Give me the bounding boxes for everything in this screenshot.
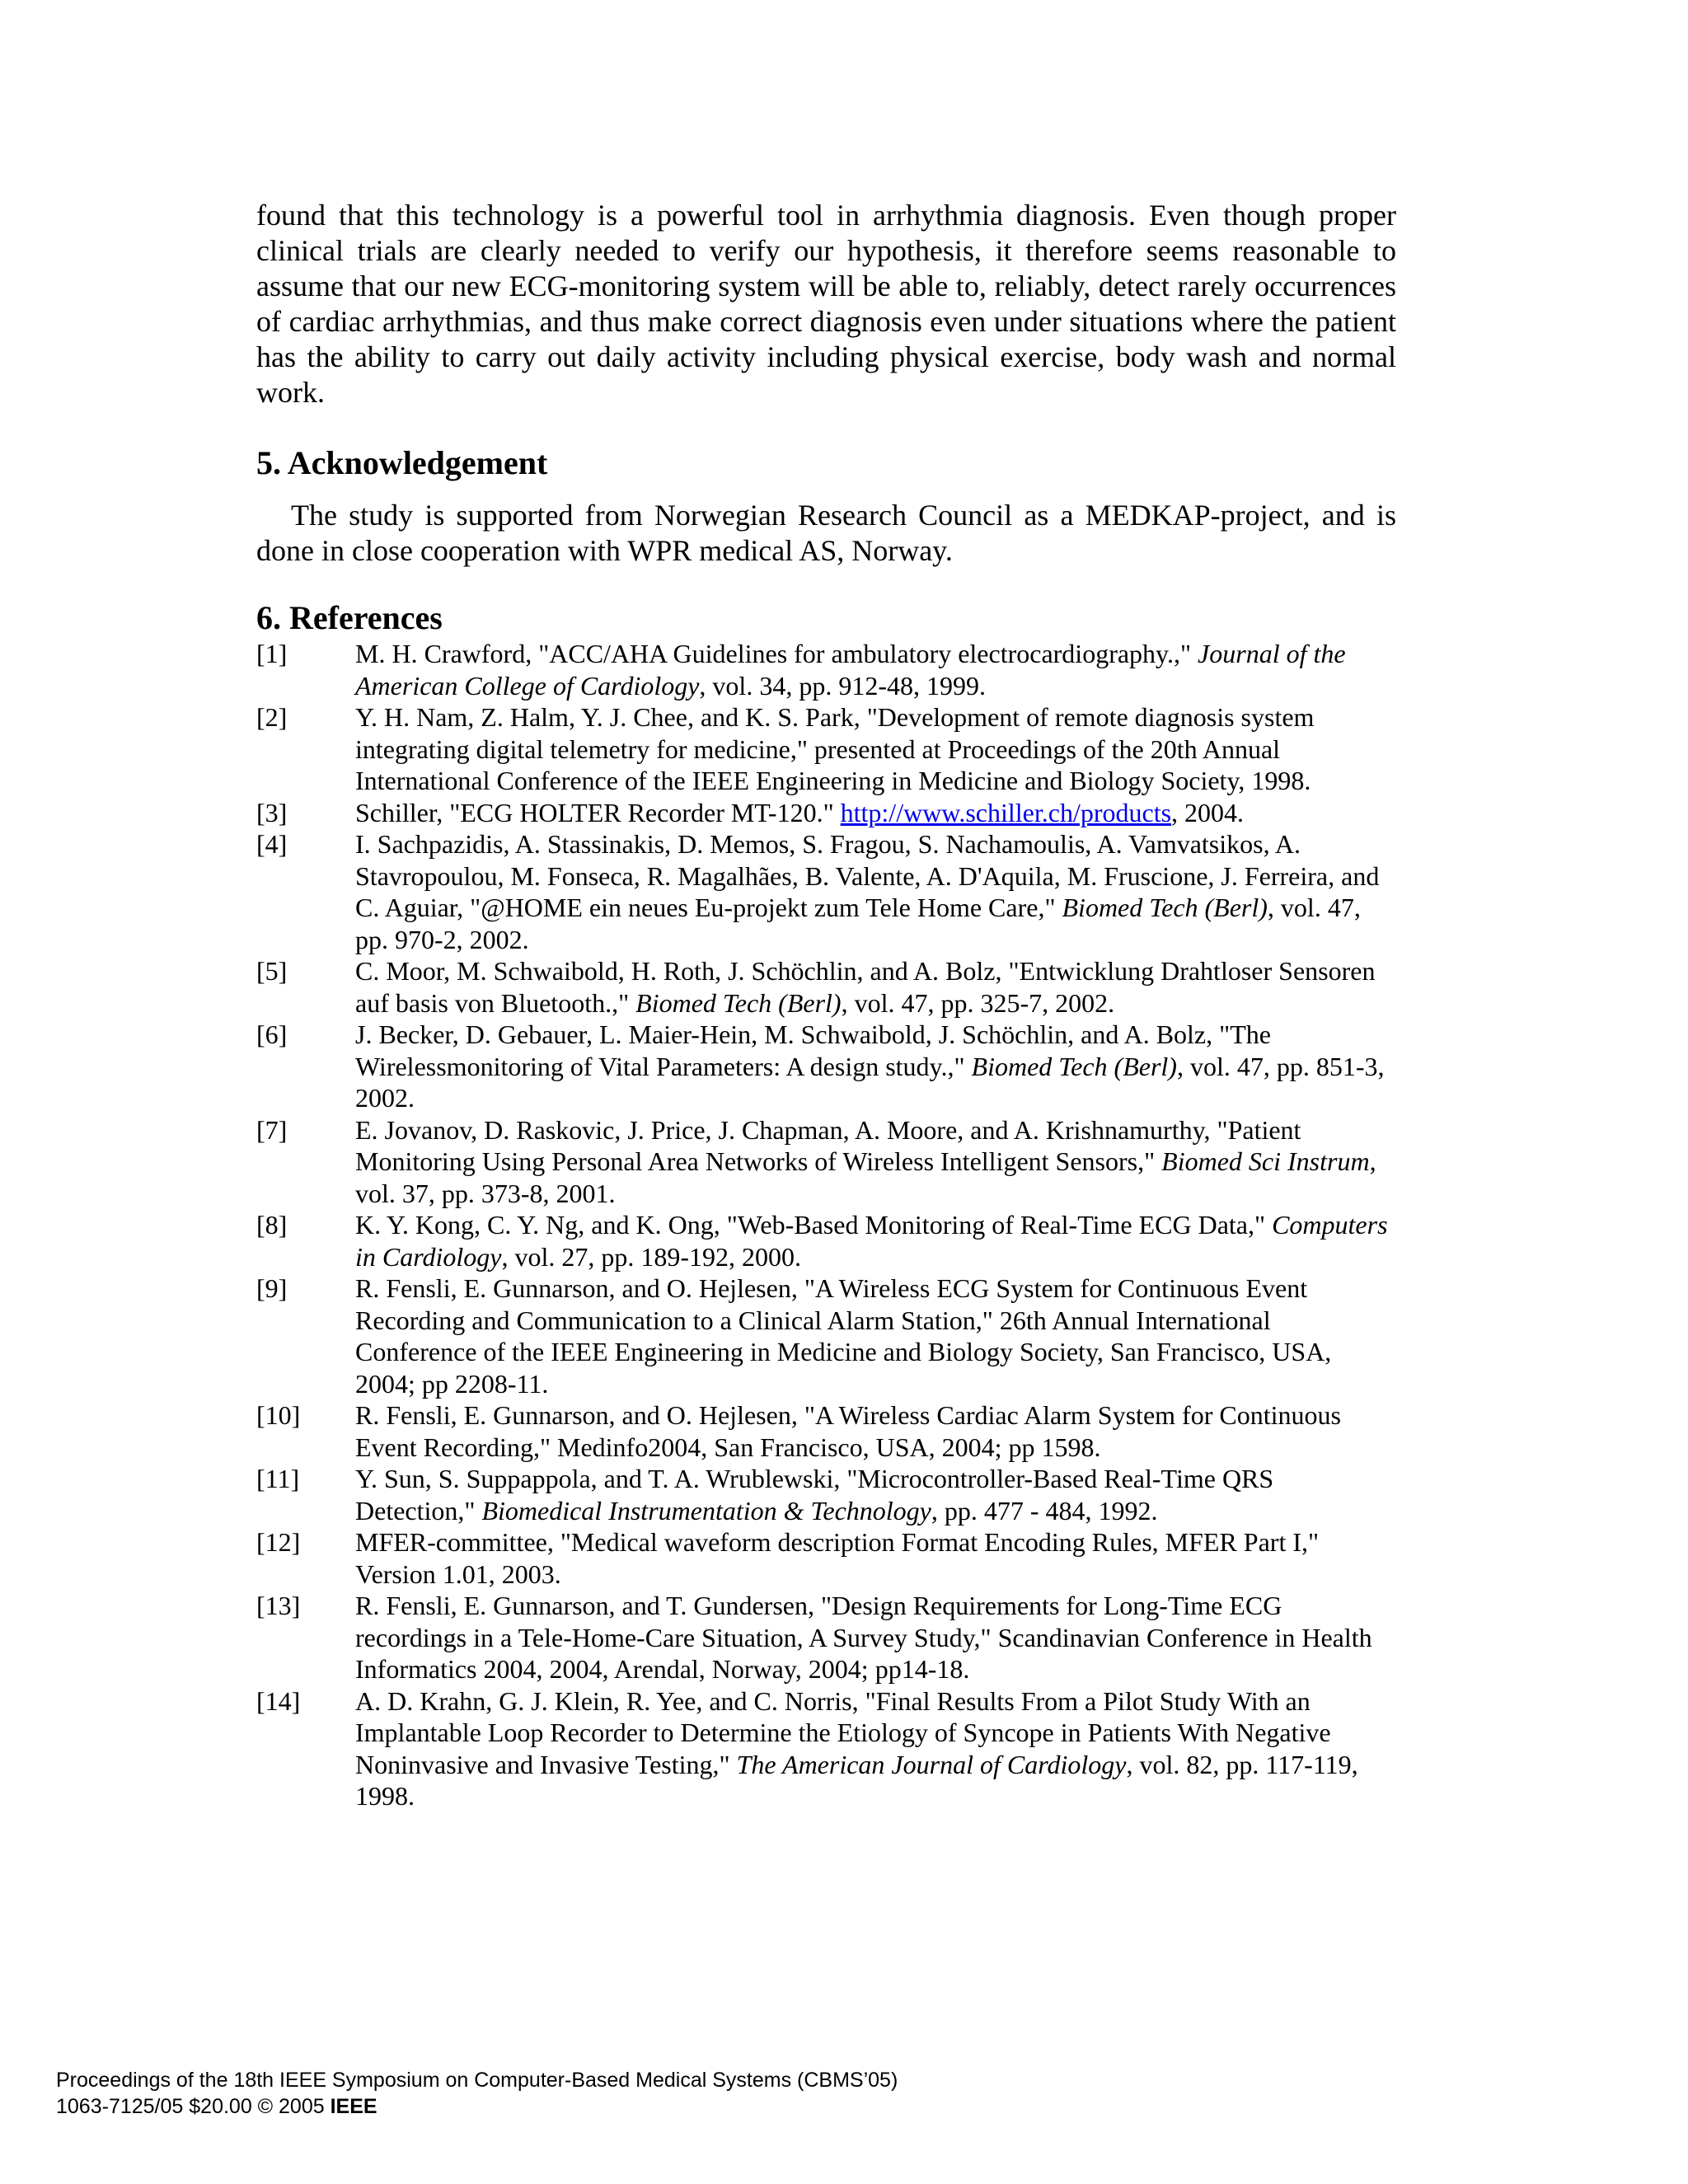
reference-number: [12]: [256, 1527, 301, 1557]
reference-text-main: M. H. Crawford, "ACC/AHA Guidelines for ambulatory electrocardiography.,": [355, 639, 1198, 668]
reference-text-main: R. Fensli, E. Gunnarson, and O. Hejlesen, "A Wireless ECG System for Continuous Event Recording and Communication to a Clinical Alarm Station," 26th Annual International Conference of the IEEE Engineering in Medicine and Biology Society, San Francisco, USA, 2004; pp 2208-11.: [355, 1273, 1332, 1399]
reference-text: [355, 1399, 1396, 1463]
footer-copyright: [56, 2093, 898, 2120]
reference-number: [4]: [256, 829, 288, 859]
reference-text-tail: , vol. 47, pp. 851-3, 2002.: [355, 1051, 1385, 1113]
reference-number: [7]: [256, 1114, 288, 1145]
reference-number: [13]: [256, 1591, 301, 1620]
reference-text: [355, 701, 1396, 797]
reference-item: [256, 1114, 1396, 1210]
reference-text-main: I. Sachpazidis, A. Stassinakis, D. Memos, S. Fragou, S. Nachamoulis, A. Vamvatsikos, A. Stavropoulou, M. Fonseca, R. Magalhães, B. Valente, A. D'Aquila, M. Fruscione, J. Ferreira, and C. Aguiar, "@HOME ein neues Eu-projekt zum Tele Home Care,": [355, 829, 1380, 922]
reference-text-main: K. Y. Kong, C. Y. Ng, and K. Ong, "Web-Based Monitoring of Real-Time ECG Data,": [355, 1210, 1273, 1240]
reference-text: [355, 1114, 1396, 1210]
reference-text-tail: , vol. 82, pp. 117-119, 1998.: [355, 1749, 1358, 1811]
reference-item: [256, 828, 1396, 955]
reference-item: [256, 1685, 1396, 1812]
reference-journal-title: Biomed Tech (Berl): [1062, 893, 1268, 922]
reference-journal-title: Computers in Cardiology: [355, 1210, 1388, 1272]
reference-text-tail: , vol. 47, pp. 325-7, 2002.: [841, 987, 1115, 1018]
reference-journal-title: Journal of the American College of Cardiology: [355, 639, 1346, 701]
reference-number: [10]: [256, 1400, 301, 1430]
reference-text: [355, 1272, 1396, 1399]
footer-ieee-label: IEEE: [330, 2095, 377, 2118]
reference-item: [256, 1209, 1396, 1272]
reference-text: [355, 1590, 1396, 1685]
reference-text-main: J. Becker, D. Gebauer, L. Maier-Hein, M. Schwaibold, J. Schöchlin, and A. Bolz, "The Wirelessmonitoring of Vital Parameters: A design study.,": [355, 1019, 1271, 1081]
reference-text-main: R. Fensli, E. Gunnarson, and T. Gundersen, "Design Requirements for Long-Time ECG recordings in a Tele-Home-Care Situation, A Survey Study," Scandinavian Conference in Health Informatics 2004, 2004, Arendal, Norway, 2004; pp14-18.: [355, 1591, 1372, 1684]
reference-number: [3]: [256, 797, 288, 827]
reference-journal-title: Biomed Sci Instrum: [1161, 1146, 1370, 1176]
reference-text: [355, 955, 1396, 1019]
reference-number: [9]: [256, 1273, 288, 1303]
reference-text: [355, 1019, 1396, 1114]
reference-text-main: R. Fensli, E. Gunnarson, and O. Hejlesen, "A Wireless Cardiac Alarm System for Continuous Event Recording," Medinfo2004, San Francisco, USA, 2004; pp 1598.: [355, 1400, 1341, 1462]
reference-item: [256, 955, 1396, 1019]
references-heading: 6. References: [256, 599, 443, 636]
reference-text-tail: , vol. 47, pp. 970-2, 2002.: [355, 893, 1361, 954]
reference-text: [355, 828, 1396, 955]
footer-issn-price: 1063-7125/05 $20.00 © 2005: [56, 2095, 331, 2118]
reference-text-main: Schiller, "ECG HOLTER Recorder MT-120.": [355, 797, 841, 827]
reference-number: [11]: [256, 1464, 300, 1493]
reference-item: [256, 638, 1396, 701]
reference-link[interactable]: http://www.schiller.ch/products: [840, 797, 1172, 827]
reference-item: [256, 1272, 1396, 1399]
reference-text: [355, 1526, 1396, 1590]
reference-text-main: E. Jovanov, D. Raskovic, J. Price, J. Chapman, A. Moore, and A. Krishnamurthy, "Patient Monitoring Using Personal Area Networks of Wireless Intelligent Sensors,": [355, 1114, 1301, 1176]
reference-item: [256, 1590, 1396, 1685]
reference-item: [256, 1526, 1396, 1590]
reference-text: [355, 638, 1396, 701]
intro-paragraph: found that this technology is a powerful tool in arrhythmia diagnosis. Even though proper clinical trials are clearly needed to verify our hypothesis, it therefore seems reasonable to assume that our new ECG-monitoring system will be able to, reliably, detect rarely occurrences of cardiac arrhythmias, and thus make correct diagnosis even under situations where the patient has the ability to carry out daily activity including physical exercise, body wash and normal work.: [256, 199, 1396, 409]
reference-text-main: C. Moor, M. Schwaibold, H. Roth, J. Schöchlin, and A. Bolz, "Entwicklung Drahtloser Sensoren auf basis von Bluetooth.,": [355, 956, 1376, 1018]
reference-text-main: Y. H. Nam, Z. Halm, Y. J. Chee, and K. S. Park, "Development of remote diagnosis system integrating digital telemetry for medicine," presented at Proceedings of the 20th Annual International Conference of the IEEE Engineering in Medicine and Biology Society, 1998.: [355, 702, 1315, 795]
reference-item: [256, 1399, 1396, 1463]
reference-journal-title: Biomedical Instrumentation & Technology: [481, 1495, 931, 1526]
reference-text-tail: , vol. 34, pp. 912-48, 1999.: [699, 670, 986, 701]
reference-number: [1]: [256, 639, 288, 668]
references-list: [256, 638, 1396, 1812]
reference-journal-title: The American Journal of Cardiology: [736, 1749, 1127, 1779]
reference-number: [14]: [256, 1685, 301, 1716]
reference-journal-title: Biomed Tech (Berl): [971, 1051, 1177, 1081]
reference-text-tail: , pp. 477 - 484, 1992.: [931, 1495, 1158, 1526]
acknowledgement-heading: 5. Acknowledgement: [256, 444, 548, 481]
reference-number: [6]: [256, 1019, 288, 1049]
reference-number: [2]: [256, 702, 288, 732]
footer-proceedings: Proceedings of the 18th IEEE Symposium on Computer-Based Medical Systems (CBMS’05): [56, 2069, 898, 2092]
reference-text-tail: , vol. 37, pp. 373-8, 2001.: [355, 1146, 1376, 1208]
reference-text-main: A. D. Krahn, G. J. Klein, R. Yee, and C. Norris, "Final Results From a Pilot Study With an Implantable Loop Recorder to Determine the Etiology of Syncope in Patients With Negative Noninvasive and Invasive Testing,": [355, 1685, 1331, 1779]
reference-text: [355, 1209, 1396, 1272]
reference-text: [355, 1685, 1396, 1812]
reference-item: [256, 797, 1396, 829]
reference-text-tail: , vol. 27, pp. 189-192, 2000.: [501, 1241, 802, 1272]
reference-journal-title: Biomed Tech (Berl): [635, 987, 842, 1018]
reference-text: [355, 797, 1396, 829]
reference-number: [5]: [256, 956, 288, 986]
reference-number: [8]: [256, 1210, 288, 1240]
page-footer: [56, 2067, 898, 2120]
reference-text-main: Y. Sun, S. Suppappola, and T. A. Wrublewski, "Microcontroller-Based Real-Time QRS Detection,": [355, 1464, 1274, 1526]
reference-item: [256, 1019, 1396, 1114]
reference-text-tail: , 2004.: [1171, 797, 1245, 827]
acknowledgement-text: The study is supported from Norwegian Research Council as a MEDKAP-project, and is done in close cooperation with WPR medical AS, Norway.: [256, 499, 1396, 567]
page-content: [256, 198, 1396, 1812]
reference-item: [256, 701, 1396, 797]
reference-text-main: MFER-committee, "Medical waveform description Format Encoding Rules, MFER Part I," Version 1.01, 2003.: [355, 1527, 1320, 1589]
reference-text: [355, 1463, 1396, 1526]
reference-item: [256, 1463, 1396, 1526]
